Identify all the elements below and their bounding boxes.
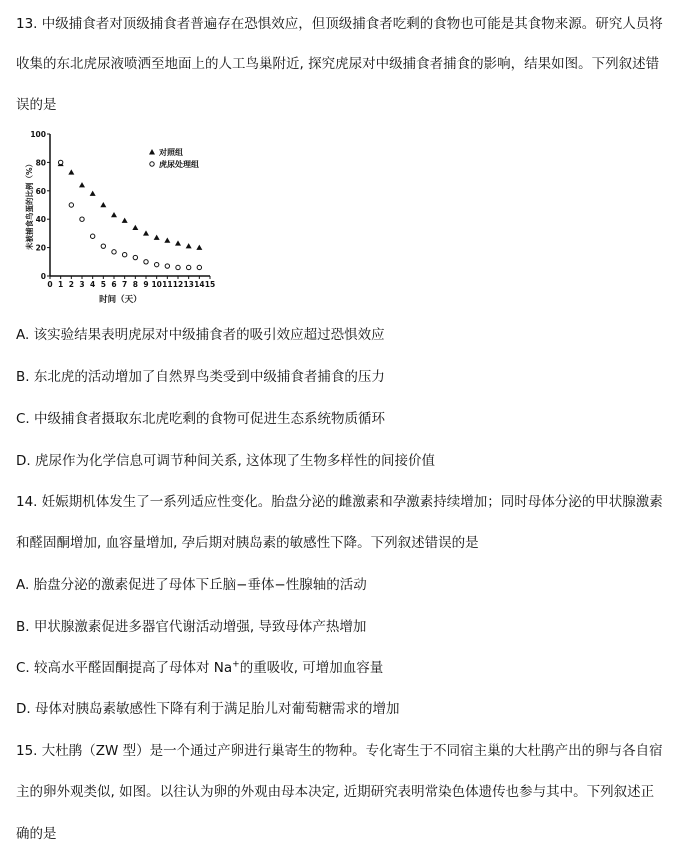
q13-option-b: B. 东北虎的活动增加了自然界鸟类受到中级捕食者捕食的压力 <box>16 369 385 385</box>
q14-stem-line1: 14. 妊娠期机体发生了一系列适应性变化。胎盘分泌的雌激素和孕激素持续增加；同时母体分泌的甲状腺激素 <box>16 494 663 510</box>
q14-option-c-pre: C. 较高水平醛固酮提高了母体对 Na <box>16 660 233 676</box>
chart-point-control <box>100 202 106 207</box>
chart-point-treatment <box>122 253 126 257</box>
q14-option-c-post: 的重吸收, 可增加血容量 <box>239 660 384 676</box>
q14-option-c <box>16 656 383 676</box>
chart-x-tick-label: 8 <box>132 280 138 289</box>
q14-option-c-sup: + <box>232 659 240 670</box>
q15-stem-line2: 主的卵外观类似, 如图。以往认为卵的外观由母本决定, 近期研究表明常染色体遗传也参与其中。下列叙述正 <box>16 784 655 800</box>
chart-x-tick-label: 7 <box>122 280 128 289</box>
chart-y-tick-label: 40 <box>35 215 46 225</box>
chart-point-treatment <box>90 234 94 238</box>
q15-stem-line1: 15. 大杜鹃（ZW 型）是一个通过产卵进行巢寄生的物种。专化寄生于不同宿主巢的大杜鹃产出的卵与各自宿 <box>16 743 663 759</box>
chart-point-treatment <box>69 203 73 207</box>
chart-x-tick-label: 13 <box>183 280 194 289</box>
chart-point-control <box>154 235 160 240</box>
chart-x-tick-label: 11 <box>162 280 173 289</box>
chart-legend-label: 对照组 <box>159 148 183 157</box>
chart-x-tick-label: 10 <box>151 280 162 289</box>
chart-point-treatment <box>101 244 105 248</box>
q14-option-d: D. 母体对胰岛素敏感性下降有利于满足胎儿对葡萄糖需求的增加 <box>16 701 400 717</box>
q13-stem-line1: 13. 中级捕食者对顶级捕食者普遍存在恐惧效应，但顶级捕食者吃剩的食物也可能是其食物来源。研究人员将 <box>16 16 663 32</box>
chart-point-control <box>164 238 170 243</box>
chart-point-treatment <box>165 264 169 268</box>
chart-y-tick-label: 20 <box>35 243 46 253</box>
chart-x-tick-label: 4 <box>90 280 96 289</box>
chart-point-treatment <box>112 250 116 254</box>
chart-point-treatment <box>186 265 190 269</box>
q15-stem-line3: 确的是 <box>16 826 57 842</box>
q13-stem-line3: 误的是 <box>16 97 57 113</box>
chart-x-tick-label: 2 <box>68 280 74 289</box>
chart-point-treatment <box>133 255 137 259</box>
q13-option-c: C. 中级捕食者摄取东北虎吃剩的食物可促进生态系统物质循环 <box>16 411 386 427</box>
chart-x-axis-label: 时间（天） <box>99 295 142 305</box>
chart-point-control <box>79 182 85 187</box>
chart-point-control <box>196 245 202 250</box>
chart-legend-marker-control <box>149 149 155 155</box>
chart-point-treatment <box>80 217 84 221</box>
chart-point-treatment <box>58 160 62 164</box>
q13-option-d: D. 虎尿作为化学信息可调节种间关系, 这体现了生物多样性的间接价值 <box>16 453 436 469</box>
chart-point-control <box>175 240 181 245</box>
chart-point-control <box>90 191 96 196</box>
chart-y-axis-label: 未被捕食鸟蛋的比例（%） <box>25 159 34 251</box>
chart-point-treatment <box>144 260 148 264</box>
chart-x-tick-label: 14 <box>194 280 205 289</box>
q13-option-a: A. 该实验结果表明虎尿对中级捕食者的吸引效应超过恐惧效应 <box>16 327 385 343</box>
chart-point-treatment <box>176 265 180 269</box>
chart-x-tick-label: 15 <box>204 280 216 289</box>
chart-y-tick-label: 80 <box>35 158 46 168</box>
q14-stem-line2: 和醛固酮增加, 血容量增加, 孕后期对胰岛素的敏感性下降。下列叙述错误的是 <box>16 535 479 551</box>
chart-point-control <box>143 230 149 235</box>
q13-chart <box>14 126 229 306</box>
chart-point-control <box>111 212 117 217</box>
q14-option-a: A. 胎盘分泌的激素促进了母体下丘脑−垂体−性腺轴的活动 <box>16 577 367 593</box>
chart-x-tick-label: 1 <box>58 280 64 289</box>
chart-point-treatment <box>197 265 201 269</box>
chart-x-tick-label: 0 <box>47 280 53 289</box>
chart-point-control <box>132 225 138 230</box>
chart-point-control <box>186 243 192 248</box>
chart-legend-label: 虎尿处理组 <box>159 160 199 169</box>
chart-y-tick-label: 0 <box>40 272 46 281</box>
chart-x-tick-label: 5 <box>100 280 106 289</box>
chart-x-tick-label: 3 <box>79 280 85 289</box>
q14-option-b: B. 甲状腺激素促进多器官代谢活动增强, 导致母体产热增加 <box>16 619 367 635</box>
chart-x-tick-label: 12 <box>172 280 184 289</box>
chart-y-tick-label: 60 <box>35 186 46 196</box>
chart-point-treatment <box>154 262 158 266</box>
chart-point-control <box>68 169 74 174</box>
chart-y-tick-label: 100 <box>30 130 46 139</box>
chart-x-tick-label: 6 <box>111 280 117 289</box>
chart-x-tick-label: 9 <box>143 280 149 289</box>
chart-legend-marker-treatment <box>150 162 154 166</box>
q13-stem-line2: 收集的东北虎尿液喷洒至地面上的人工鸟巢附近, 探究虎尿对中级捕食者捕食的影响，结果如图。下列叙述错 <box>16 56 660 72</box>
chart-point-control <box>122 218 128 223</box>
